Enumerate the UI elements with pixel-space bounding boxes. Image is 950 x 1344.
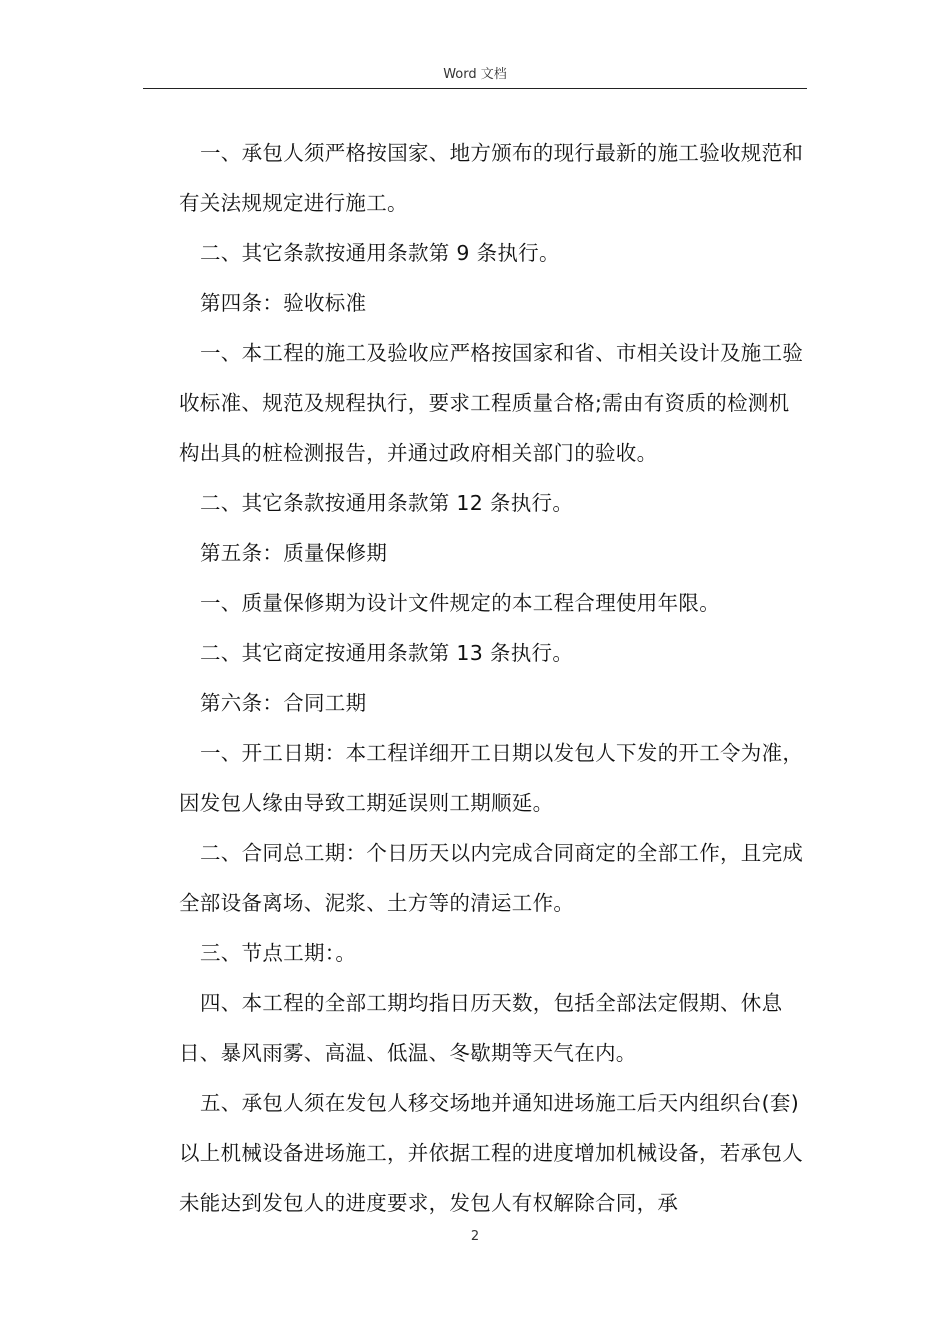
section-heading: 第五条：质量保修期 <box>200 541 388 565</box>
document-body <box>179 128 809 1228</box>
section-heading: 第六条：合同工期 <box>200 691 367 715</box>
paragraph: 二、其它商定按通用条款第 13 条执行。 <box>200 641 574 665</box>
paragraph: 三、节点工期：。 <box>200 941 357 965</box>
paragraph: 五、承包人须在发包人移交场地并通知进场施工后天内组织台(套)以上机械设备进场施工，并依据工程的进度增加机械设备，若承包人未能达到发包人的进度要求，发包人有权解除合同，承 <box>179 1091 803 1215</box>
header-title: Word 文档 <box>443 67 507 82</box>
section-heading: 第四条：验收标准 <box>200 291 367 315</box>
page-header <box>143 66 807 89</box>
paragraph: 一、质量保修期为设计文件规定的本工程合理使用年限。 <box>200 591 720 615</box>
paragraph: 二、其它条款按通用条款第 12 条执行。 <box>200 491 574 515</box>
paragraph: 四、本工程的全部工期均指日历天数，包括全部法定假期、休息日、暴风雨雾、高温、低温、冬歇期等天气在内。 <box>179 991 783 1065</box>
page-number: 2 <box>470 1229 480 1244</box>
paragraph: 二、合同总工期：个日历天以内完成合同商定的全部工作，且完成全部设备离场、泥浆、土方等的清运工作。 <box>179 841 804 915</box>
paragraph: 一、本工程的施工及验收应严格按国家和省、市相关设计及施工验收标准、规范及规程执行，要求工程质量合格;需由有资质的检测机构出具的桩检测报告，并通过政府相关部门的验收。 <box>179 341 804 465</box>
paragraph: 一、承包人须严格按国家、地方颁布的现行最新的施工验收规范和有关法规规定进行施工。 <box>179 141 804 215</box>
paragraph: 一、开工日期：本工程详细开工日期以发包人下发的开工令为准，因发包人缘由导致工期延误则工期顺延。 <box>179 741 804 815</box>
paragraph: 二、其它条款按通用条款第 9 条执行。 <box>200 241 560 265</box>
